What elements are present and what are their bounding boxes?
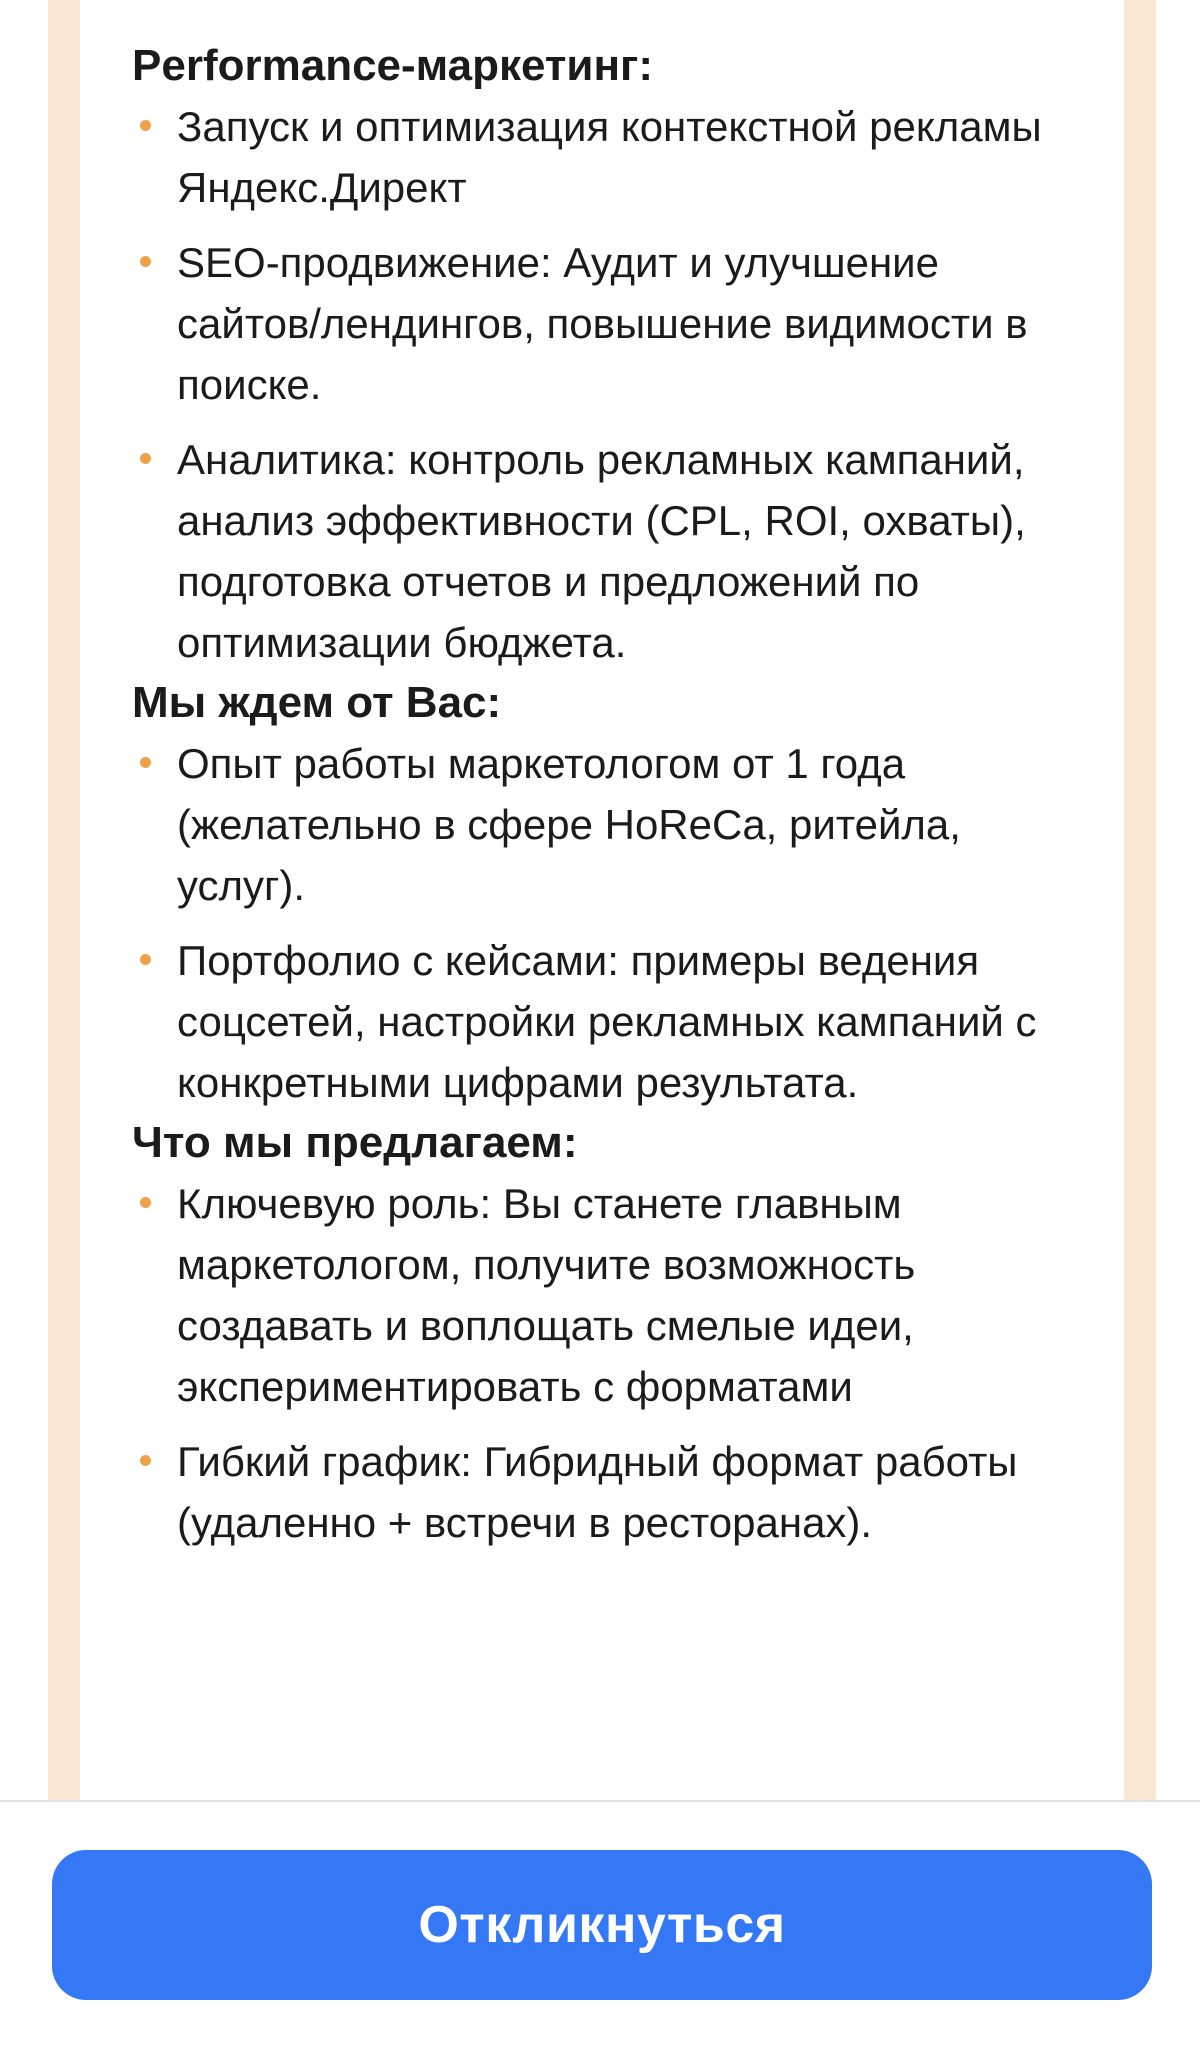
requirements-list bbox=[132, 733, 1092, 1113]
list-item bbox=[132, 1173, 1092, 1417]
right-decor-stripe bbox=[1124, 0, 1156, 1800]
list-item bbox=[132, 96, 1092, 218]
list-item bbox=[132, 1431, 1092, 1553]
bullet-dot-icon bbox=[140, 757, 151, 768]
list-item-text: Аналитика: контроль рекламных кампаний, анализ эффективности (CPL, ROI, охваты), подготовка отчетов и предложений по оптимизации бюджета. bbox=[177, 436, 1026, 666]
section-title-requirements: Мы ждем от Вас: bbox=[132, 678, 502, 727]
list-item bbox=[132, 232, 1092, 415]
respond-button[interactable]: Откликнуться bbox=[52, 1850, 1152, 2000]
list-item-text: SEO-продвижение: Аудит и улучшение сайтов/лендингов, повышение видимости в поиске. bbox=[177, 239, 1028, 408]
bottom-action-bar bbox=[0, 1800, 1200, 2053]
bullet-dot-icon bbox=[140, 120, 151, 131]
list-item bbox=[132, 733, 1092, 916]
list-item-text: Гибкий график: Гибридный формат работы (удаленно + встречи в ресторанах). bbox=[177, 1438, 1018, 1546]
section-title-performance: Performance-маркетинг: bbox=[132, 41, 654, 90]
list-item bbox=[132, 930, 1092, 1113]
performance-list bbox=[132, 96, 1092, 673]
left-decor-stripe bbox=[48, 0, 80, 1800]
list-item-text: Ключевую роль: Вы станете главным маркетологом, получите возможность создавать и воплощать смелые идеи, экспериментировать с форматами bbox=[177, 1180, 916, 1410]
offer-list bbox=[132, 1173, 1092, 1553]
list-item-text: Опыт работы маркетологом от 1 года (желательно в сфере HoReCa, ритейла, услуг). bbox=[177, 740, 961, 909]
list-item-text: Портфолио с кейсами: примеры ведения соцсетей, настройки рекламных кампаний с конкретными цифрами результата. bbox=[177, 937, 1037, 1106]
bullet-dot-icon bbox=[140, 1455, 151, 1466]
bullet-dot-icon bbox=[140, 453, 151, 464]
bullet-dot-icon bbox=[140, 954, 151, 965]
list-item-text: Запуск и оптимизация контекстной рекламы Яндекс.Директ bbox=[177, 103, 1042, 211]
vacancy-description bbox=[132, 36, 1092, 1553]
section-title-offer: Что мы предлагаем: bbox=[132, 1118, 578, 1167]
list-item bbox=[132, 429, 1092, 673]
bullet-dot-icon bbox=[140, 256, 151, 267]
bullet-dot-icon bbox=[140, 1197, 151, 1208]
